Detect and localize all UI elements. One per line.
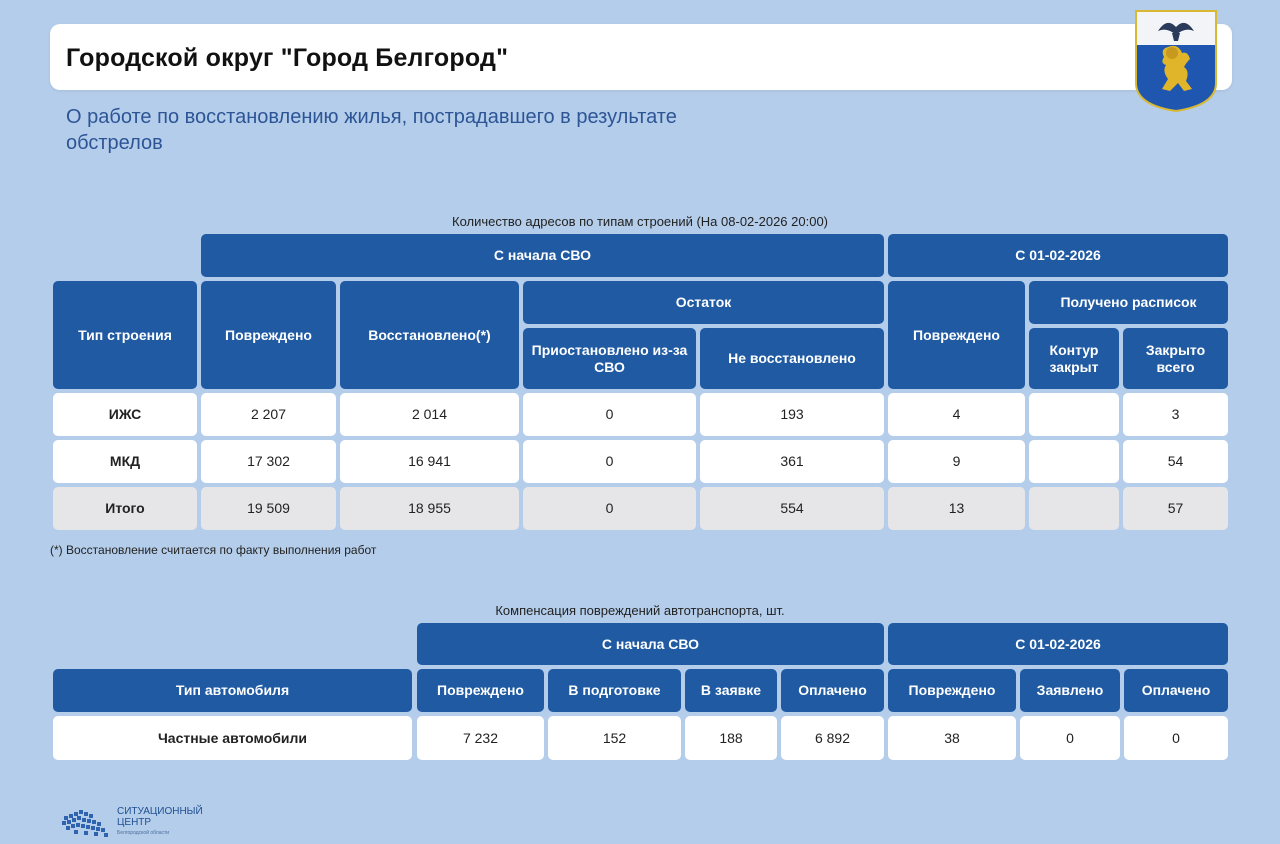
vehicles-cell-damaged: 7 232 [417, 716, 544, 760]
housing-total-not-restored: 554 [700, 487, 884, 530]
vehicles-col-damaged: Повреждено [417, 669, 544, 712]
vehicles-col-applied: В заявке [685, 669, 777, 712]
housing-total-damaged-since: 13 [888, 487, 1025, 530]
situation-center-logo-text: СИТУАЦИОННЫЙ ЦЕНТР Белгородской области [117, 806, 203, 836]
page-subtitle: О работе по восстановлению жилья, пострадавшего в результате обстрелов [66, 106, 677, 154]
housing-col-receipts: Получено расписок [1029, 281, 1228, 324]
situation-center-logo-icon [60, 806, 112, 838]
housing-col-closed-all: Закрыто всего [1123, 328, 1228, 389]
housing-col-suspended: Приостановлено из-за СВО [523, 328, 696, 389]
housing-total-damaged: 19 509 [201, 487, 336, 530]
vehicles-row-type: Частные автомобили [53, 716, 412, 760]
vehicles-cell-damaged-since: 38 [888, 716, 1016, 760]
housing-cell-contour [1029, 393, 1119, 436]
footnote: (*) Восстановление считается по факту выполнения работ [50, 543, 377, 557]
housing-total-restored: 18 955 [340, 487, 519, 530]
housing-cell-damaged-since: 4 [888, 393, 1025, 436]
vehicles-col-declared: Заявлено [1020, 669, 1120, 712]
vehicles-table-caption: Компенсация повреждений автотранспорта, шт. [495, 603, 785, 618]
housing-cell-damaged: 17 302 [201, 440, 336, 483]
housing-cell-contour [1029, 440, 1119, 483]
vehicles-col-preparing: В подготовке [548, 669, 681, 712]
housing-row-type: ИЖС [53, 393, 197, 436]
housing-group-since-date: С 01-02-2026 [888, 234, 1228, 277]
housing-col-damaged-since: Повреждено [888, 281, 1025, 389]
housing-cell-restored: 16 941 [340, 440, 519, 483]
vehicles-cell-preparing: 152 [548, 716, 681, 760]
page-title: Городской округ "Город Белгород" [66, 44, 509, 72]
housing-col-damaged: Повреждено [201, 281, 336, 389]
housing-cell-not-restored: 193 [700, 393, 884, 436]
housing-cell-not-restored: 361 [700, 440, 884, 483]
vehicles-col-paid: Оплачено [781, 669, 884, 712]
housing-cell-restored: 2 014 [340, 393, 519, 436]
housing-table-caption: Количество адресов по типам строений (На 08-02-2026 20:00) [452, 214, 828, 229]
vehicles-cell-applied: 188 [685, 716, 777, 760]
vehicles-col-paid-since: Оплачено [1124, 669, 1228, 712]
housing-cell-closed-all: 3 [1123, 393, 1228, 436]
vehicles-col-damaged-since: Повреждено [888, 669, 1016, 712]
housing-col-restored: Восстановлено(*) [340, 281, 519, 389]
housing-cell-suspended: 0 [523, 440, 696, 483]
vehicles-group-since-date: С 01-02-2026 [888, 623, 1228, 665]
vehicles-group-since-svo: С начала СВО [417, 623, 884, 665]
vehicles-cell-paid-since: 0 [1124, 716, 1228, 760]
housing-col-remainder: Остаток [523, 281, 884, 324]
housing-total-label: Итого [53, 487, 197, 530]
housing-cell-damaged-since: 9 [888, 440, 1025, 483]
housing-cell-damaged: 2 207 [201, 393, 336, 436]
housing-col-not-restored: Не восстановлено [700, 328, 884, 389]
housing-cell-closed-all: 54 [1123, 440, 1228, 483]
housing-cell-suspended: 0 [523, 393, 696, 436]
housing-total-contour [1029, 487, 1119, 530]
housing-group-since-svo: С начала СВО [201, 234, 884, 277]
housing-col-type: Тип строения [53, 281, 197, 389]
vehicles-cell-declared: 0 [1020, 716, 1120, 760]
housing-total-closed-all: 57 [1123, 487, 1228, 530]
title-bar [50, 24, 1232, 90]
housing-col-contour: Контур закрыт [1029, 328, 1119, 389]
vehicles-col-type: Тип автомобиля [53, 669, 412, 712]
housing-row-type: МКД [53, 440, 197, 483]
housing-total-suspended: 0 [523, 487, 696, 530]
belgorod-coat-of-arms-icon [1134, 9, 1218, 113]
vehicles-cell-paid: 6 892 [781, 716, 884, 760]
